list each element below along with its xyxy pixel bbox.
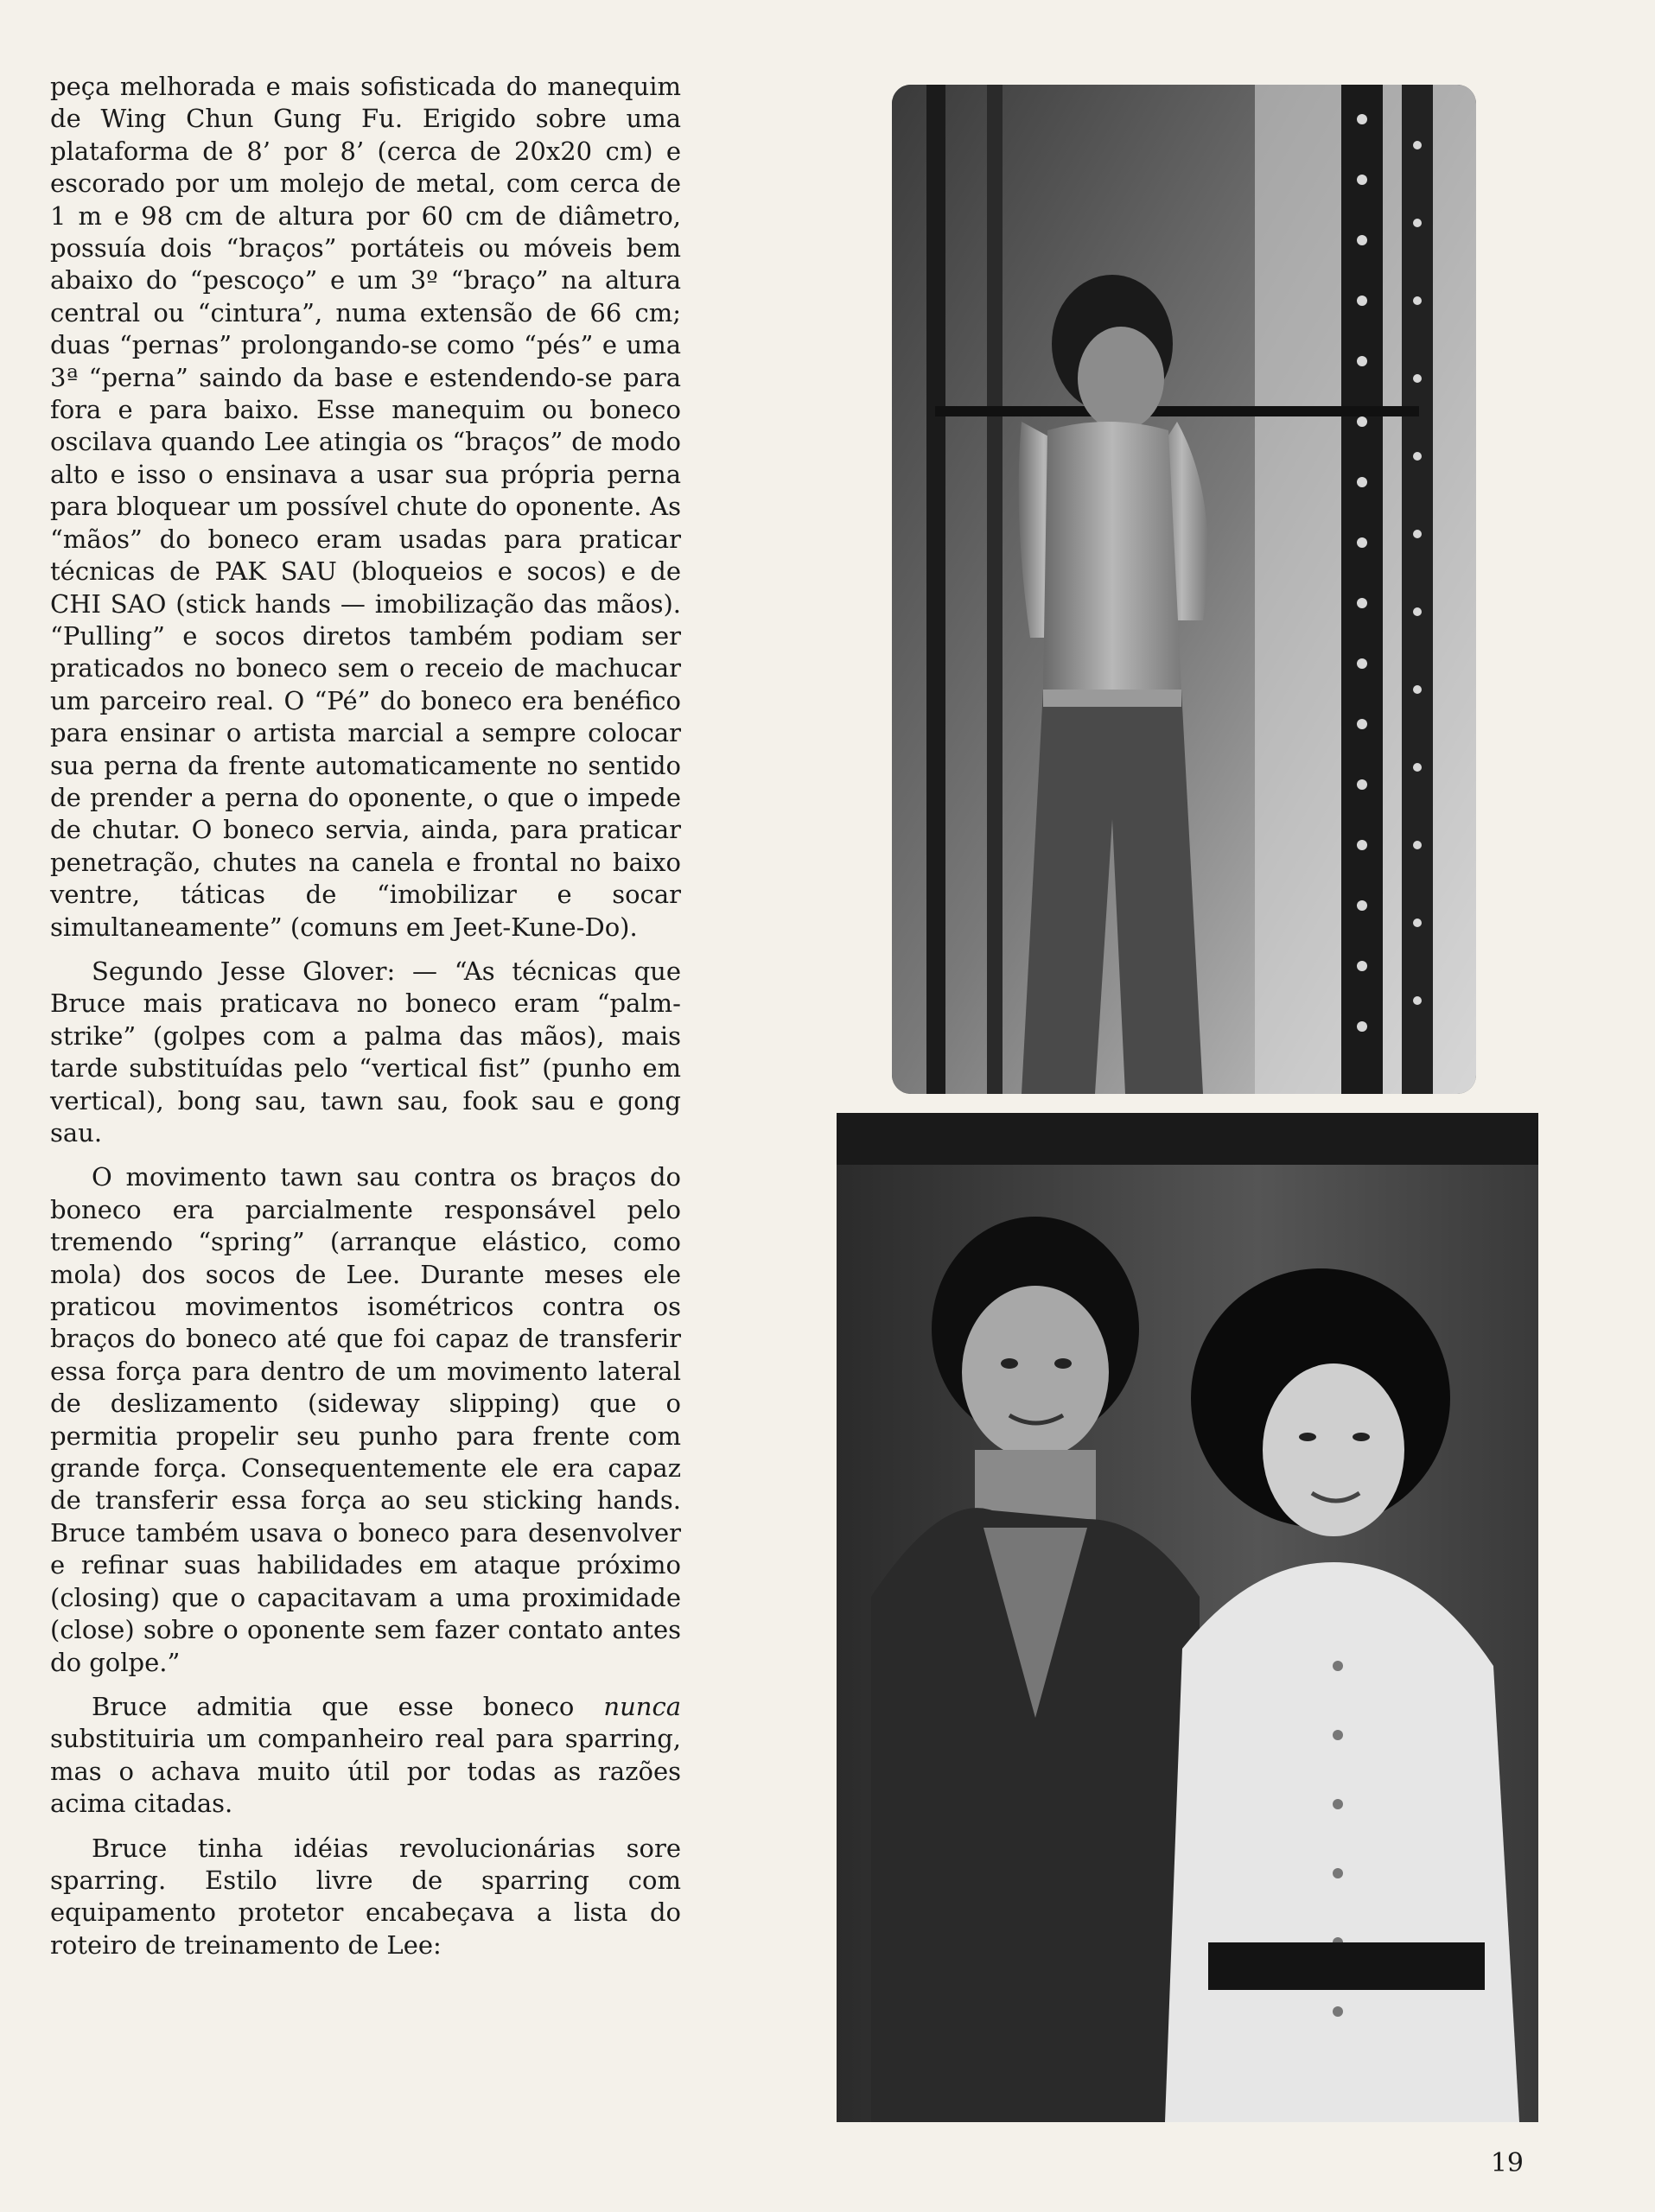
article-paragraph-1: peça melhorada e mais sofisticada do manequim de Wing Chun Gung Fu. Erigido sobre uma plataforma de 8’ por 8’ (cerca de 20x20 cm) e escorado por um molejo de metal, com cerca de 1 m e 98 cm de altura por 60 cm de diâmetro, possuía dois “braços” portáteis ou móveis bem abaixo do “pescoço” e um 3º “braço” na altura central ou “cintura”, numa extensão de 66 cm; duas “pernas” prolongando-se como “pés” e uma 3ª “perna” saindo da base e estendendo-se para fora e para baixo. Esse manequim ou boneco oscilava quando Lee atingia os “braços” de modo alto e isso o ensinava a usar sua própria perna para bloquear um possível chute do oponente. As “mãos” do boneco eram usadas para praticar técnicas de PAK SAU (bloqueios e socos) e de CHI SAO (stick hands — imobilização das mãos). “Pulling” e socos diretos também podiam ser praticados no boneco sem o receio de machucar um parceiro real. O “Pé” do boneco era benéfico para ensinar o artista marcial a sempre colocar sua perna da frente automaticamente no sentido de prender a perna do oponente, o que o impede de chutar. O boneco servia, ainda, para praticar penetração, chutes na canela e frontal no baixo ventre, táticas de “imobilizar e socar simultaneamente” (comuns em Jeet-Kune-Do). xyxy=(50,72,681,942)
paragraph-4-text-start: Bruce admitia que esse boneco xyxy=(92,1691,604,1721)
portrait-photo-illustration xyxy=(837,1113,1538,2122)
page-number: 19 xyxy=(1490,2148,1524,2178)
article-paragraph-5: Bruce tinha idéias revolucionárias sore sparring. Estilo livre de sparring com equipamento protetor encabeçava a lista do roteiro de treinamento de Lee: xyxy=(50,1833,681,1960)
training-photo xyxy=(892,85,1476,1094)
portrait-photo xyxy=(837,1113,1538,2122)
paragraph-4-text-end: substituiria um companheiro real para sparring, mas o achava muito útil por todas as razões acima citadas. xyxy=(50,1724,681,1819)
article-paragraph-4 xyxy=(50,1691,681,1821)
emphasized-word: nunca xyxy=(603,1691,681,1721)
article-text-column xyxy=(50,71,681,2162)
article-paragraph-3: O movimento tawn sau contra os braços do boneco era parcialmente responsável pelo tremendo “spring” (arranque elástico, como mola) dos socos de Lee. Durante meses ele praticou movimentos isométricos contra os braços do boneco até que foi capaz de transferir essa força para dentro de um movimento lateral de deslizamento (sideway slipping) que o permitia propelir seu punho para frente com grande força. Consequentemente ele era capaz de transferir essa força ao seu sticking hands. Bruce também usava o boneco para desenvolver e refinar suas habilidades em ataque próximo (closing) que o capacitavam a uma proximidade (close) sobre o oponente sem fazer contato antes do golpe.” xyxy=(50,1162,681,1677)
article-paragraph-2: Segundo Jesse Glover: — “As técnicas que Bruce mais praticava no boneco eram “palm-strike” (golpes com a palma das mãos), mais tarde substituídas pelo “vertical fist” (punho em vertical), bong sau, tawn sau, fook sau e gong sau. xyxy=(50,956,681,1147)
training-photo-illustration xyxy=(892,85,1476,1094)
